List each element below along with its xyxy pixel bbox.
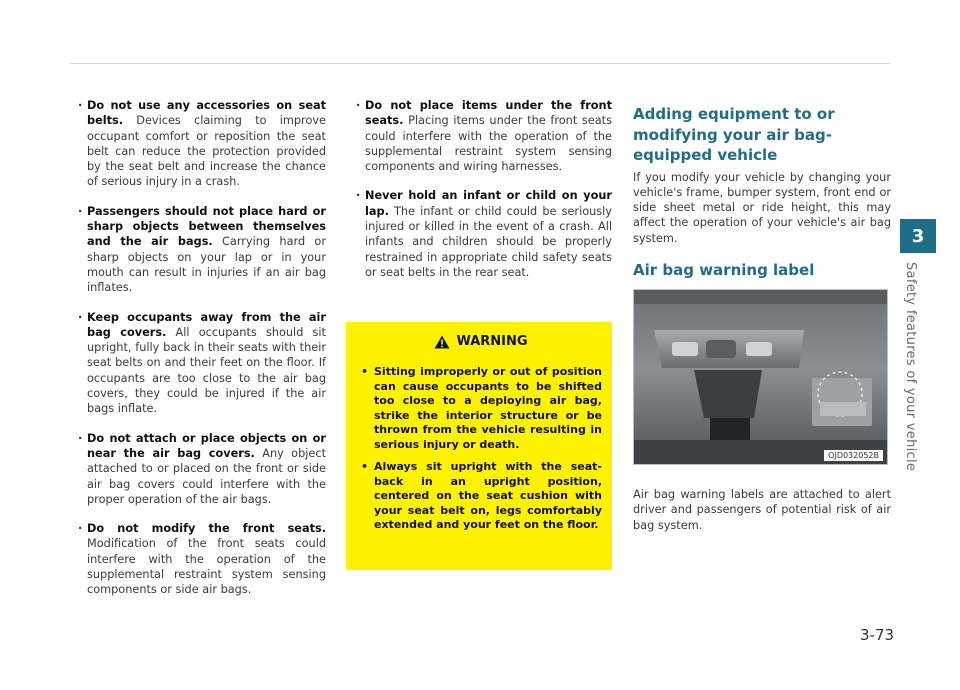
middle-column bbox=[356, 98, 612, 294]
bullet-item bbox=[356, 188, 612, 280]
chapter-tab: 3 bbox=[900, 219, 936, 253]
warning-title: WARNING bbox=[456, 334, 528, 349]
left-column bbox=[78, 98, 326, 612]
warning-box bbox=[346, 322, 612, 570]
warning-item: • Sitting improperly or out of position can cause occupants to be shifted too close to a deploying air bag, strike the interior structure or be thrown from the vehicle resulting in serious injury or death. bbox=[360, 365, 602, 452]
bullet-item bbox=[78, 310, 326, 417]
bullet-item bbox=[78, 431, 326, 507]
bullet-item bbox=[78, 204, 326, 296]
bullet-lead: Do not place items under the front seats. bbox=[365, 99, 612, 128]
bullet-body: Devices claiming to improve occupant comfort or reposition the seat belt can reduce the protection provided by the seat belt and increase the chance of serious injury in a crash. bbox=[87, 114, 326, 189]
bullet-body: The infant or child could be seriously injured or killed in the event of a crash. All infants and children should be properly restrained in appropriate child safety seats or seat belts in the rear seat. bbox=[365, 204, 612, 279]
bullet-body: Placing items under the front seats could interfere with the operation of the supplemental restraint system sensing components and wiring harnesses. bbox=[365, 114, 612, 174]
airbag-label-photo bbox=[633, 289, 888, 465]
chapter-side-title bbox=[900, 262, 936, 492]
headliner-illustration bbox=[634, 290, 888, 465]
warning-item: • Always sit upright with the seat-back in an upright position, centered on the seat cushion with your seat belt on, legs comfortably extended and your feet on the floor. bbox=[360, 460, 602, 533]
bullet-body: Modification of the front seats could interfere with the operation of the supplemental restraint system sensing components or side air bags. bbox=[87, 537, 326, 597]
bullet-lead: Do not modify the front seats. bbox=[87, 522, 326, 536]
chapter-title: Safety features of your vehicle bbox=[903, 262, 918, 472]
image-caption: Air bag warning labels are attached to alert driver and passengers of potential risk of air bag system. bbox=[633, 488, 891, 532]
bullet-body: All occupants should sit upright, fully back in their seats with their seat belts on and their feet on the floor. If occupants are too close to the air bag covers, they could be injured if the air bags inflate. bbox=[87, 325, 326, 416]
section-body: If you modify your vehicle by changing your vehicle's frame, bumper system, front end or side sheet metal or ride height, this may affect the operation of your vehicle's air bag system. bbox=[633, 170, 891, 245]
section-heading: Air bag warning label bbox=[633, 260, 815, 279]
top-rule bbox=[70, 63, 890, 64]
warning-header bbox=[360, 334, 602, 349]
bullet-item bbox=[78, 521, 326, 597]
right-column bbox=[633, 104, 891, 280]
bullet-lead: Keep occupants away from the air bag covers. bbox=[87, 310, 326, 339]
bullet-item bbox=[78, 98, 326, 190]
bullet-body: Any object attached to or placed on the front or side air bag covers could interfere with the proper operation of the air bags. bbox=[87, 446, 326, 506]
bullet-lead: Passengers should not place hard or sharp objects between themselves and the air bags. bbox=[87, 204, 326, 249]
page-number: 3-73 bbox=[860, 626, 895, 644]
bullet-body: Carrying hard or sharp objects on your lap or in your mouth can result in injuries if an air bag inflates. bbox=[87, 235, 326, 295]
section-heading: Adding equipment to or modifying your air bag-equipped vehicle bbox=[633, 105, 835, 164]
bullet-lead: Do not use any accessories on seat belts. bbox=[87, 99, 326, 128]
bullet-lead: Never hold an infant or child on your lap. bbox=[365, 189, 612, 218]
warning-triangle-icon bbox=[434, 335, 450, 349]
bullet-item bbox=[356, 98, 612, 174]
bullet-lead: Do not attach or place objects on or near the air bag covers. bbox=[87, 431, 326, 460]
image-code: OJD032052B bbox=[824, 450, 883, 461]
